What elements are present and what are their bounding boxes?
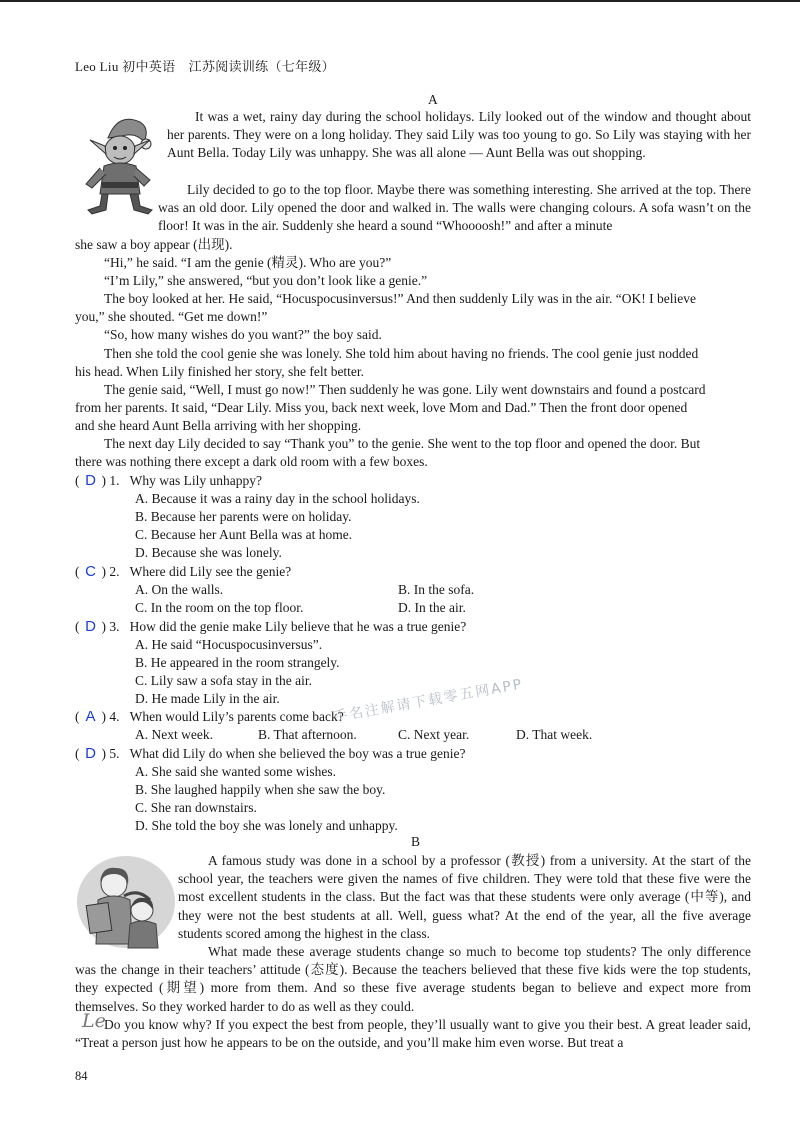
question-3-option-a: A. He said “Hocuspocusinversus”. [135, 637, 323, 652]
question-2-option-d: D. In the air. [398, 600, 466, 615]
question-5-option-c: C. She ran downstairs. [135, 800, 257, 815]
question-3-option-c: C. Lily saw a sofa stay in the air. [135, 673, 312, 688]
question-4-option-a: A. Next week. [135, 727, 213, 742]
question-3-option-d: D. He made Lily in the air. [135, 691, 280, 706]
question-3: ( D ) 3. How did the genie make Lily believe that he was a true genie? [75, 618, 467, 635]
question-5-option-a: A. She said she wanted some wishes. [135, 764, 336, 779]
section-a-paragraph-7: Then she told the cool genie she was lonely. She told him about having no friends. The cool genie just nodded [104, 346, 699, 361]
page-header: Leo Liu 初中英语 江苏阅读训练（七年级） [75, 59, 335, 74]
question-4: ( A ) 4. When would Lily’s parents come back? [75, 708, 344, 725]
section-a-paragraph-5: The boy looked at her. He said, “Hocuspocusinversus!” And then suddenly Lily was in the air. “OK! I believe [104, 291, 696, 306]
section-a-paragraph-3: “Hi,” he said. “I am the genie (精灵). Who are you?” [104, 255, 392, 270]
question-2: ( C ) 2. Where did Lily see the genie? [75, 563, 292, 580]
question-1-answer: D [85, 472, 96, 489]
leo-logo-mark: Le [82, 1010, 106, 1032]
elf-illustration [78, 110, 160, 222]
section-b-paragraph-2: What made these average students change so much to become top students? The only difference was the change in their teachers’ attitude (态度). Because the teachers believed that these five kids were the top students, they expected (期望) more from them. And so these five average students began to believe and expect more from themselves. So they worked harder to do as well as they could. [75, 944, 751, 1014]
question-2-option-a: A. On the walls. [135, 582, 224, 597]
section-a-paragraph-8-cont: from her parents. It said, “Dear Lily. Miss you, back next week, love Mom and Dad.” Then the front door opened [75, 400, 688, 415]
question-5-number: 5. [109, 746, 120, 761]
question-2-stem: Where did Lily see the genie? [129, 564, 292, 579]
watermark: 手名注解请下载零五网APP [332, 676, 525, 726]
question-4-option-b: B. That afternoon. [258, 727, 357, 742]
question-1-number: 1. [109, 473, 120, 488]
question-1: ( D ) 1. Why was Lily unhappy? [75, 472, 262, 489]
section-b-letter: B [411, 834, 421, 849]
section-a-paragraph-2: Lily decided to go to the top floor. Maybe there was something interesting. She arrived at the top. There was an old door. Lily opened the door and walked in. The walls were changing colours. A sofa wasn’t on the floor! It was in the air. Suddenly she heard a sound “Whoooosh!” and after a minute [158, 182, 751, 234]
section-a-letter: A [428, 92, 438, 107]
question-5-answer: D [85, 745, 96, 762]
question-5-option-d: D. She told the boy she was lonely and unhappy. [135, 818, 398, 833]
section-a-paragraph-4: “I’m Lily,” she answered, “but you don’t look like a genie.” [104, 273, 428, 288]
section-a-paragraph-5-cont: you,” she shouted. “Get me down!” [75, 309, 268, 324]
question-4-number: 4. [109, 709, 120, 724]
question-4-stem: When would Lily’s parents come back? [129, 709, 344, 724]
question-1-option-d: D. Because she was lonely. [135, 545, 282, 560]
question-4-answer: A [85, 708, 96, 725]
question-2-answer: C [85, 563, 96, 580]
question-1-option-b: B. Because her parents were on holiday. [135, 509, 352, 524]
teacher-student-illustration [76, 852, 176, 950]
section-a-paragraph-9-cont: there was nothing there except a dark old room with a few boxes. [75, 454, 428, 469]
question-5: ( D ) 5. What did Lily do when she believed the boy was a true genie? [75, 745, 466, 762]
section-a-paragraph-9: The next day Lily decided to say “Thank you” to the genie. She went to the top floor and opened the door. But [104, 436, 701, 451]
question-2-number: 2. [109, 564, 120, 579]
section-a-paragraph-8: The genie said, “Well, I must go now!” Then suddenly he was gone. Lily went downstairs and found a postcard [104, 382, 706, 397]
question-3-number: 3. [109, 619, 120, 634]
question-5-stem: What did Lily do when she believed the boy was a true genie? [129, 746, 466, 761]
section-b-paragraph-1: A famous study was done in a school by a professor (教授) from a university. At the start of the school year, the teachers were given the names of five children. They were told that these five were the most excellent students in the class. But the fact was that these students were only average (中等), and they were not the best students at all. Well, guess what? At the end of the year, all the five average students scored among the highest in the class. [178, 853, 751, 941]
section-a-paragraph-1: It was a wet, rainy day during the school holidays. Lily looked out of the window and thought about her parents. They were on a long holiday. They said Lily was too young to go. So Lily was staying with her Aunt Bella. Today Lily was unhappy. She was all alone — Aunt Bella was out shopping. [167, 109, 751, 161]
question-3-option-b: B. He appeared in the room strangely. [135, 655, 340, 670]
top-rule [0, 0, 800, 2]
section-b-paragraph-3: Do you know why? If you expect the best from people, they’ll usually want to give you their best. A great leader said, “Treat a person just how he appears to be on the outside, and you’ll make him even worse. But treat a [75, 1017, 751, 1051]
question-2-option-c: C. In the room on the top floor. [135, 600, 304, 615]
question-4-option-c: C. Next year. [398, 727, 470, 742]
question-4-option-d: D. That week. [516, 727, 593, 742]
page-number: 84 [75, 1069, 88, 1083]
question-5-option-b: B. She laughed happily when she saw the boy. [135, 782, 386, 797]
question-3-stem: How did the genie make Lily believe that he was a true genie? [129, 619, 467, 634]
question-1-option-a: A. Because it was a rainy day in the school holidays. [135, 491, 420, 506]
section-a-paragraph-7-cont: his head. When Lily finished her story, she felt better. [75, 364, 365, 379]
question-1-stem: Why was Lily unhappy? [129, 473, 262, 488]
section-a-paragraph-2-end: she saw a boy appear (出现). [75, 237, 233, 252]
section-a-paragraph-6: “So, how many wishes do you want?” the boy said. [104, 327, 382, 342]
question-3-answer: D [85, 618, 96, 635]
question-2-option-b: B. In the sofa. [398, 582, 475, 597]
question-1-option-c: C. Because her Aunt Bella was at home. [135, 527, 353, 542]
section-a-paragraph-8-end: and she heard Aunt Bella arriving with her shopping. [75, 418, 362, 433]
